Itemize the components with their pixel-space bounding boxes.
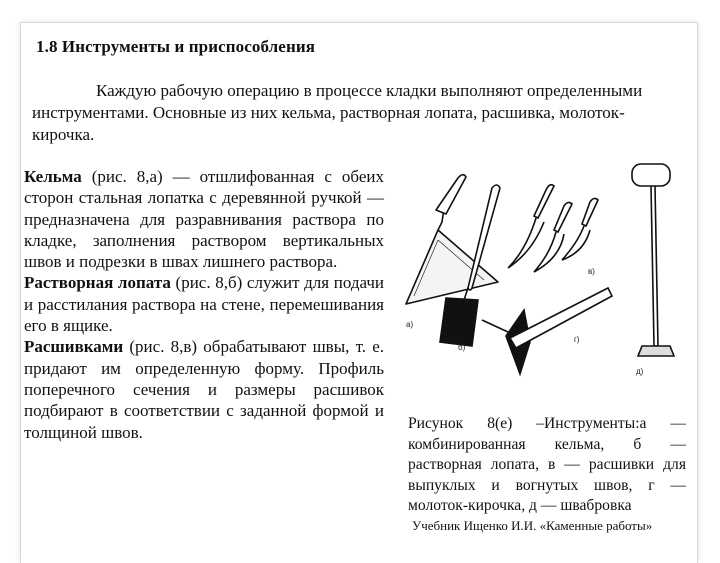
shovel-text: (рис. 8,б) служит для подачи и расстилания раствора на стене, перемешивания его в ящике. — [24, 273, 384, 336]
figure-label-g: г) — [574, 335, 580, 344]
figure-caption: Рисунок 8(е) –Инструменты:а — комбинированная кельма, б — растворная лопата, в — расшивки для выпуклых и вогнутых швов, г — молоток-кирочка, д — швабровка — [408, 415, 686, 514]
trowel-term: Кельма — [24, 167, 82, 186]
figure-label-d: д) — [636, 367, 644, 376]
float-drawing — [632, 164, 674, 356]
figure-label-a: а) — [406, 320, 414, 329]
jointer-paragraph — [24, 336, 384, 442]
source-reference: Учебник Ищенко И.И. «Каменные работы» — [412, 518, 653, 533]
shovel-term: Растворная лопата — [24, 273, 171, 293]
trowel-paragraph — [24, 166, 384, 272]
jointers-drawing — [508, 185, 598, 272]
tools-description — [24, 166, 384, 443]
tools-illustration — [398, 160, 698, 410]
page-title: 1.8 Инструменты и приспособления — [36, 37, 316, 56]
shovel-paragraph — [24, 272, 384, 336]
trowel-text: (рис. 8,а) — отшлифованная с обеих сторон стальная лопатка с деревянной ручкой — предназначена для разравнивания раствора по кладке, заполнения раствором вертикальных швов и подрезки в швах лишнего раствора. — [24, 167, 384, 272]
hammer-drawing — [482, 288, 612, 374]
jointer-term: Расшивками — [24, 337, 124, 357]
figure-label-b: б) — [458, 343, 466, 352]
figure-label-v: в) — [588, 267, 595, 276]
intro-paragraph: Каждую рабочую операцию в процессе кладки выполняют определенными инструментами. Основные из них кельма, растворная лопата, расшивка, молоток-кирочка. — [32, 81, 643, 144]
jointer-text: (рис. 8,в) обрабатывают швы, т. е. придают им определенную форму. Профиль поперечного сечения и размеры расшивок подбирают в соответствии с заданной формой и толщиной швов. — [24, 337, 384, 442]
